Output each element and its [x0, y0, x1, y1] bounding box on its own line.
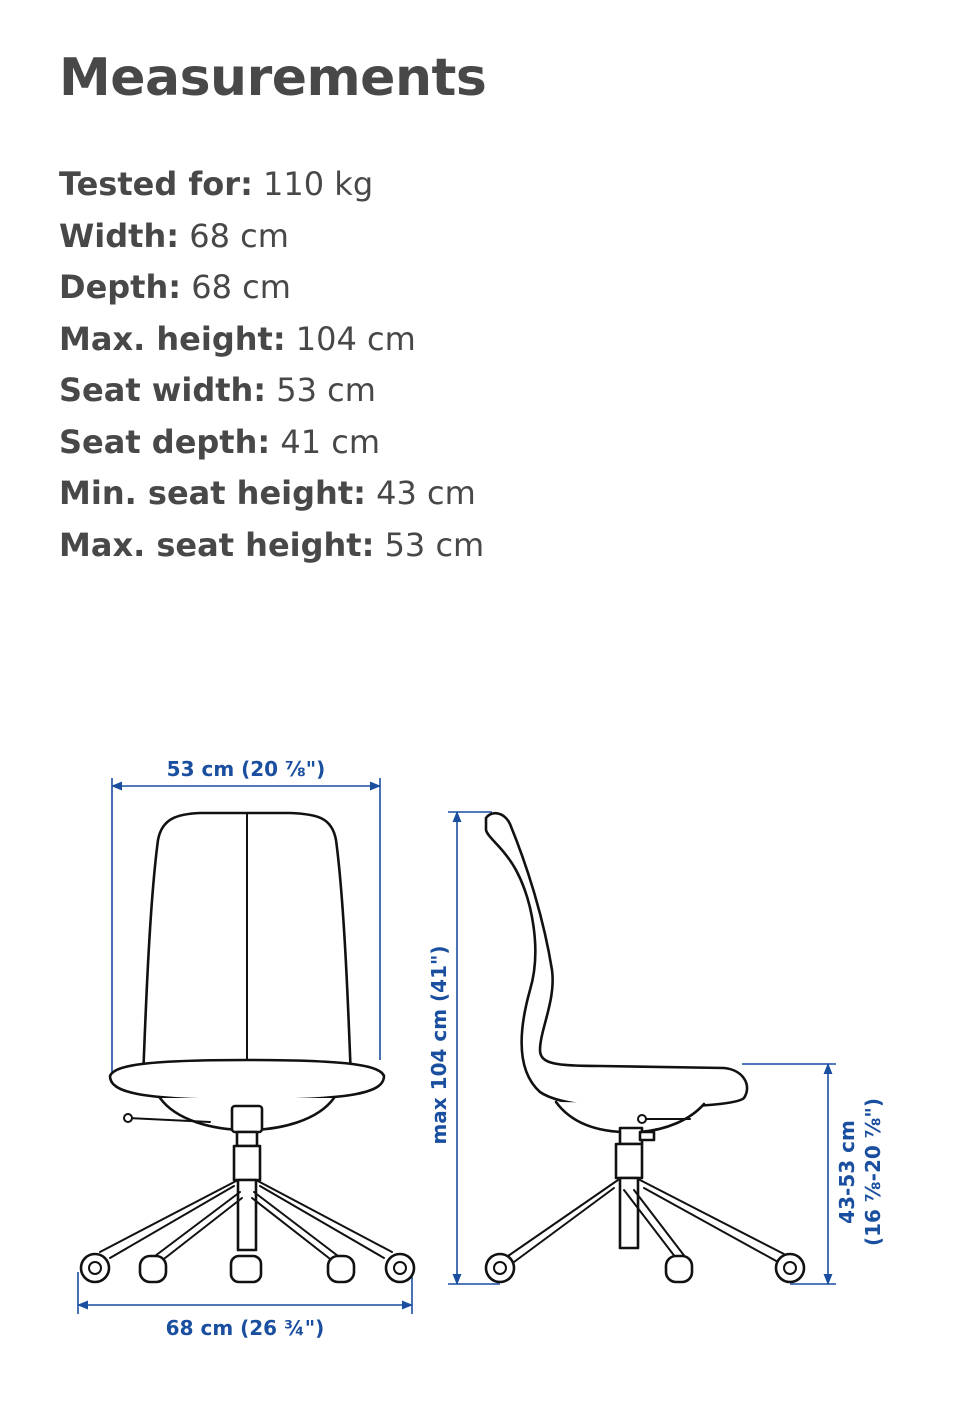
chair-front-view	[81, 813, 414, 1282]
base-width-label: 68 cm (26 ¾")	[165, 1316, 325, 1340]
chair-dimension-drawing	[0, 740, 960, 1360]
spec-value: 53 cm	[384, 525, 485, 564]
spec-depth	[59, 265, 484, 317]
page-title: Measurements	[59, 48, 487, 108]
spec-value: 104 cm	[295, 319, 416, 358]
seat-height-label-cm: 43-53 cm	[835, 1120, 859, 1224]
spec-value: 53 cm	[276, 371, 376, 409]
spec-label: Depth:	[59, 268, 182, 306]
spec-label: Max. seat height:	[59, 525, 375, 564]
spec-min-seat-height	[59, 471, 484, 523]
seat-height-label-in: (16 ⅞-20 ⅞")	[861, 1098, 885, 1246]
seat-width-label: 53 cm (20 ⅞")	[166, 757, 326, 781]
spec-value: 68 cm	[189, 216, 289, 255]
spec-seat-width	[59, 368, 484, 420]
spec-label: Seat depth:	[59, 422, 271, 461]
spec-label: Width:	[59, 216, 180, 255]
spec-max-height	[59, 317, 484, 369]
max-height-label: max 104 cm (41")	[427, 945, 451, 1145]
spec-width	[59, 214, 484, 266]
spec-label: Tested for:	[59, 165, 253, 203]
max-height-dimension	[427, 812, 500, 1284]
spec-value: 110 kg	[263, 165, 374, 203]
spec-value: 43 cm	[376, 474, 476, 512]
spec-label: Min. seat height:	[59, 474, 366, 512]
chair-side-view	[486, 813, 804, 1282]
measurement-list	[59, 162, 484, 574]
spec-tested-for	[59, 162, 484, 214]
seat-height-dimension	[742, 1064, 885, 1284]
spec-value: 41 cm	[280, 422, 380, 461]
spec-max-seat-height	[59, 523, 484, 575]
spec-value: 68 cm	[191, 268, 291, 306]
spec-label: Max. height:	[59, 319, 286, 358]
spec-label: Seat width:	[59, 371, 267, 409]
spec-seat-depth	[59, 420, 484, 472]
